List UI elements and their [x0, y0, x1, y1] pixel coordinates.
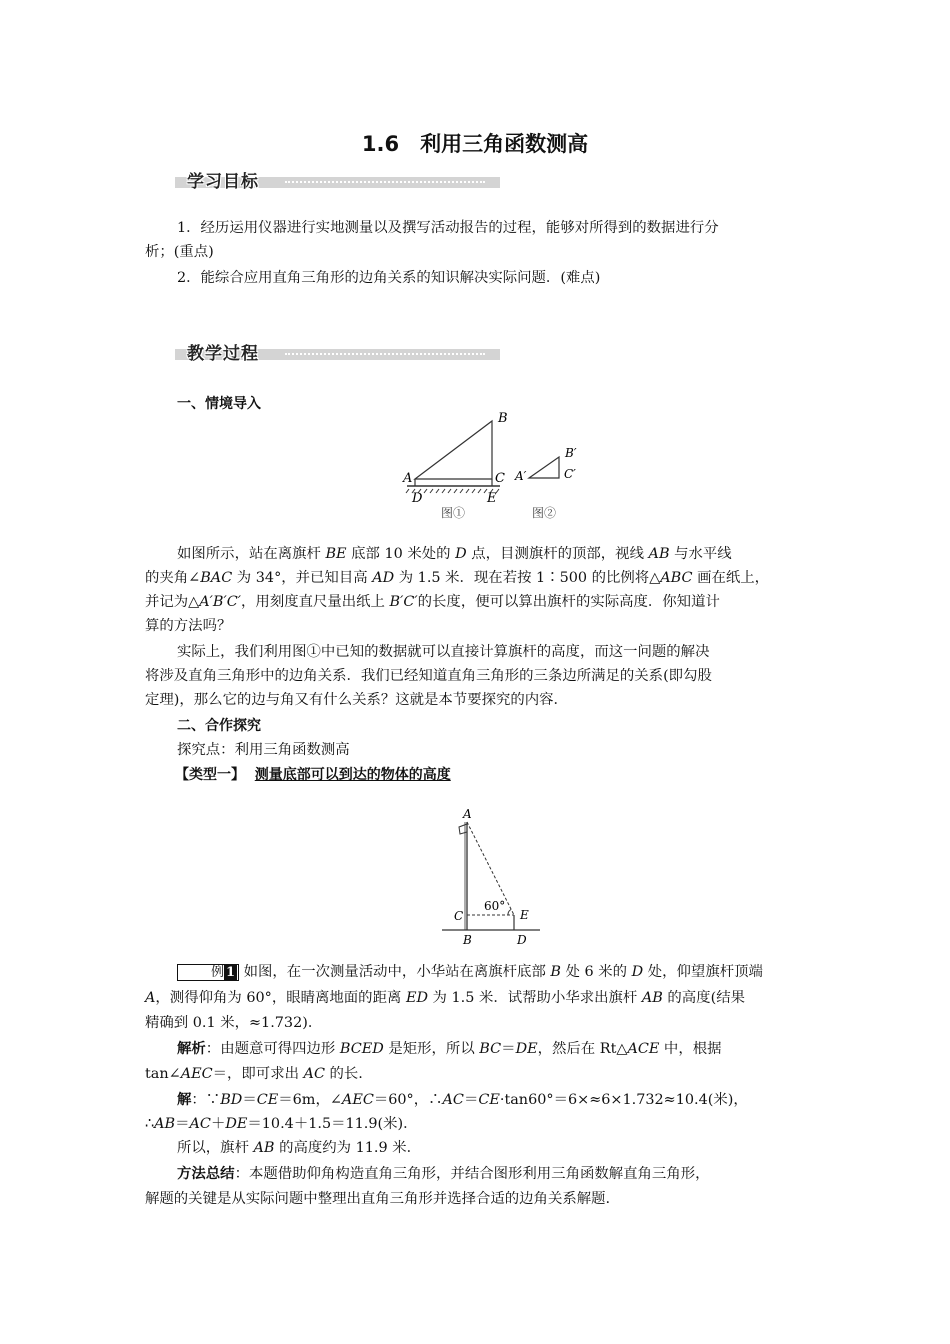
solution-conclusion: 所以，旗杆 AB 的高度约为 11.9 米． [177, 1140, 421, 1156]
caption-fig1: 图① [441, 506, 466, 520]
label-A: A [463, 807, 472, 821]
example-1-line3: 精确到 0.1 米，≈1.732)． [145, 1015, 323, 1031]
solution: 解：∵BD＝CE＝6m，∠AEC＝60°，∴AC＝CE·tan60°＝6×≈6×1.732≈10.4(米)， [177, 1092, 748, 1108]
caption-fig2: 图② [532, 506, 557, 520]
label-B: B [463, 933, 472, 947]
intro-paragraph-2-line2: 将涉及直角三角形中的边角关系．我们已经知道直角三角形的三条边所满足的关系(即勾股 [145, 668, 712, 684]
label-A: A [403, 471, 413, 486]
method-summary-line2: 解题的关键是从实际问题中整理出直角三角形并选择合适的边角关系解题. [145, 1191, 611, 1207]
intro-paragraph-1-line3: 并记为△A′B′C′，用刻度直尺量出纸上 B′C′的长度，便可以算出旗杆的实际高度．你知道计 [145, 594, 720, 610]
label-D: D [412, 491, 423, 506]
example-badge: 例 1 [177, 964, 239, 981]
section-banner-process [175, 340, 500, 368]
type-tag: 【类型一】 [175, 767, 245, 783]
type-heading [175, 763, 451, 787]
explore-point: 探究点：利用三角函数测高 [177, 742, 350, 758]
label-E: E [520, 908, 529, 922]
label-B: B [498, 411, 508, 426]
objective-item-1: 1．经历运用仪器进行实地测量以及撰写活动报告的过程，能够对所得到的数据进行分 [177, 220, 719, 236]
section-banner-objectives [175, 168, 500, 196]
type-title: 测量底部可以到达的物体的高度 [254, 767, 451, 783]
angle-arc [508, 910, 511, 916]
objective-item-2: 2．能综合应用直角三角形的边角关系的知识解决实际问题．(难点) [177, 270, 601, 286]
intro-paragraph-2-line3: 定理)，那么它的边与角又有什么关系？这就是本节要探究的内容． [145, 692, 568, 708]
label-A2: A′ [515, 469, 527, 483]
triangle-ABC [415, 421, 492, 479]
intro-paragraph-2: 实际上，我们利用图①中已知的数据就可以直接计算旗杆的高度，而这一问题的解决 [177, 644, 710, 660]
heading-intro: 一、情境导入 [177, 396, 261, 412]
figure-flagpole-triangles [395, 405, 605, 525]
figure-elevation-angle [430, 800, 560, 950]
objective-item-1-cont: 析；(重点) [145, 244, 214, 260]
flag-icon [459, 824, 467, 834]
example-1: 例 1 如图，在一次测量活动中，小华站在离旗杆底部 B 处 6 米的 D 处，仰望旗杆顶端 [145, 960, 807, 984]
section-title: 学习目标 [187, 172, 259, 192]
method-summary: 方法总结：本题借助仰角构造直角三角形，并结合图形利用三角函数解直角三角形， [177, 1166, 710, 1182]
analysis-line2: tan∠AEC＝，即可求出 AC 的长. [145, 1066, 363, 1082]
section-title: 教学过程 [187, 344, 259, 364]
page-title: 1.6 利用三角函数测高 [361, 132, 589, 156]
label-B2: B′ [565, 446, 577, 460]
label-C: C [495, 471, 505, 486]
solution-line2: ∴AB＝AC＋DE＝10.4＋1.5＝11.9(米)． [145, 1116, 418, 1132]
intro-paragraph-1-line2: 的夹角∠BAC 为 34°，并已知目高 AD 为 1.5 米．现在若按 1∶500 的比例将△ABC 画在纸上， [145, 570, 770, 586]
label-C: C [454, 909, 464, 923]
label-C2: C′ [564, 467, 576, 481]
label-E: E [487, 491, 497, 506]
intro-paragraph-1-line4: 算的方法吗？ [145, 618, 232, 634]
analysis: 解析：由题意可得四边形 BCED 是矩形，所以 BC＝DE，然后在 Rt△ACE 中，根据 [177, 1041, 722, 1057]
example-1-line2: A，测得仰角为 60°，眼睛离地面的距离 ED 为 1.5 米．试帮助小华求出旗杆 AB 的高度(结果 [145, 990, 745, 1006]
intro-paragraph-1: 如图所示，站在离旗杆 BE 底部 10 米处的 D 点，目测旗杆的顶部，视线 AB 与水平线 [177, 546, 732, 562]
heading-explore: 二、合作探究 [177, 718, 261, 734]
triangle-A2B2C2 [529, 457, 559, 478]
label-D: D [517, 933, 527, 947]
angle-label: 60° [484, 899, 506, 913]
